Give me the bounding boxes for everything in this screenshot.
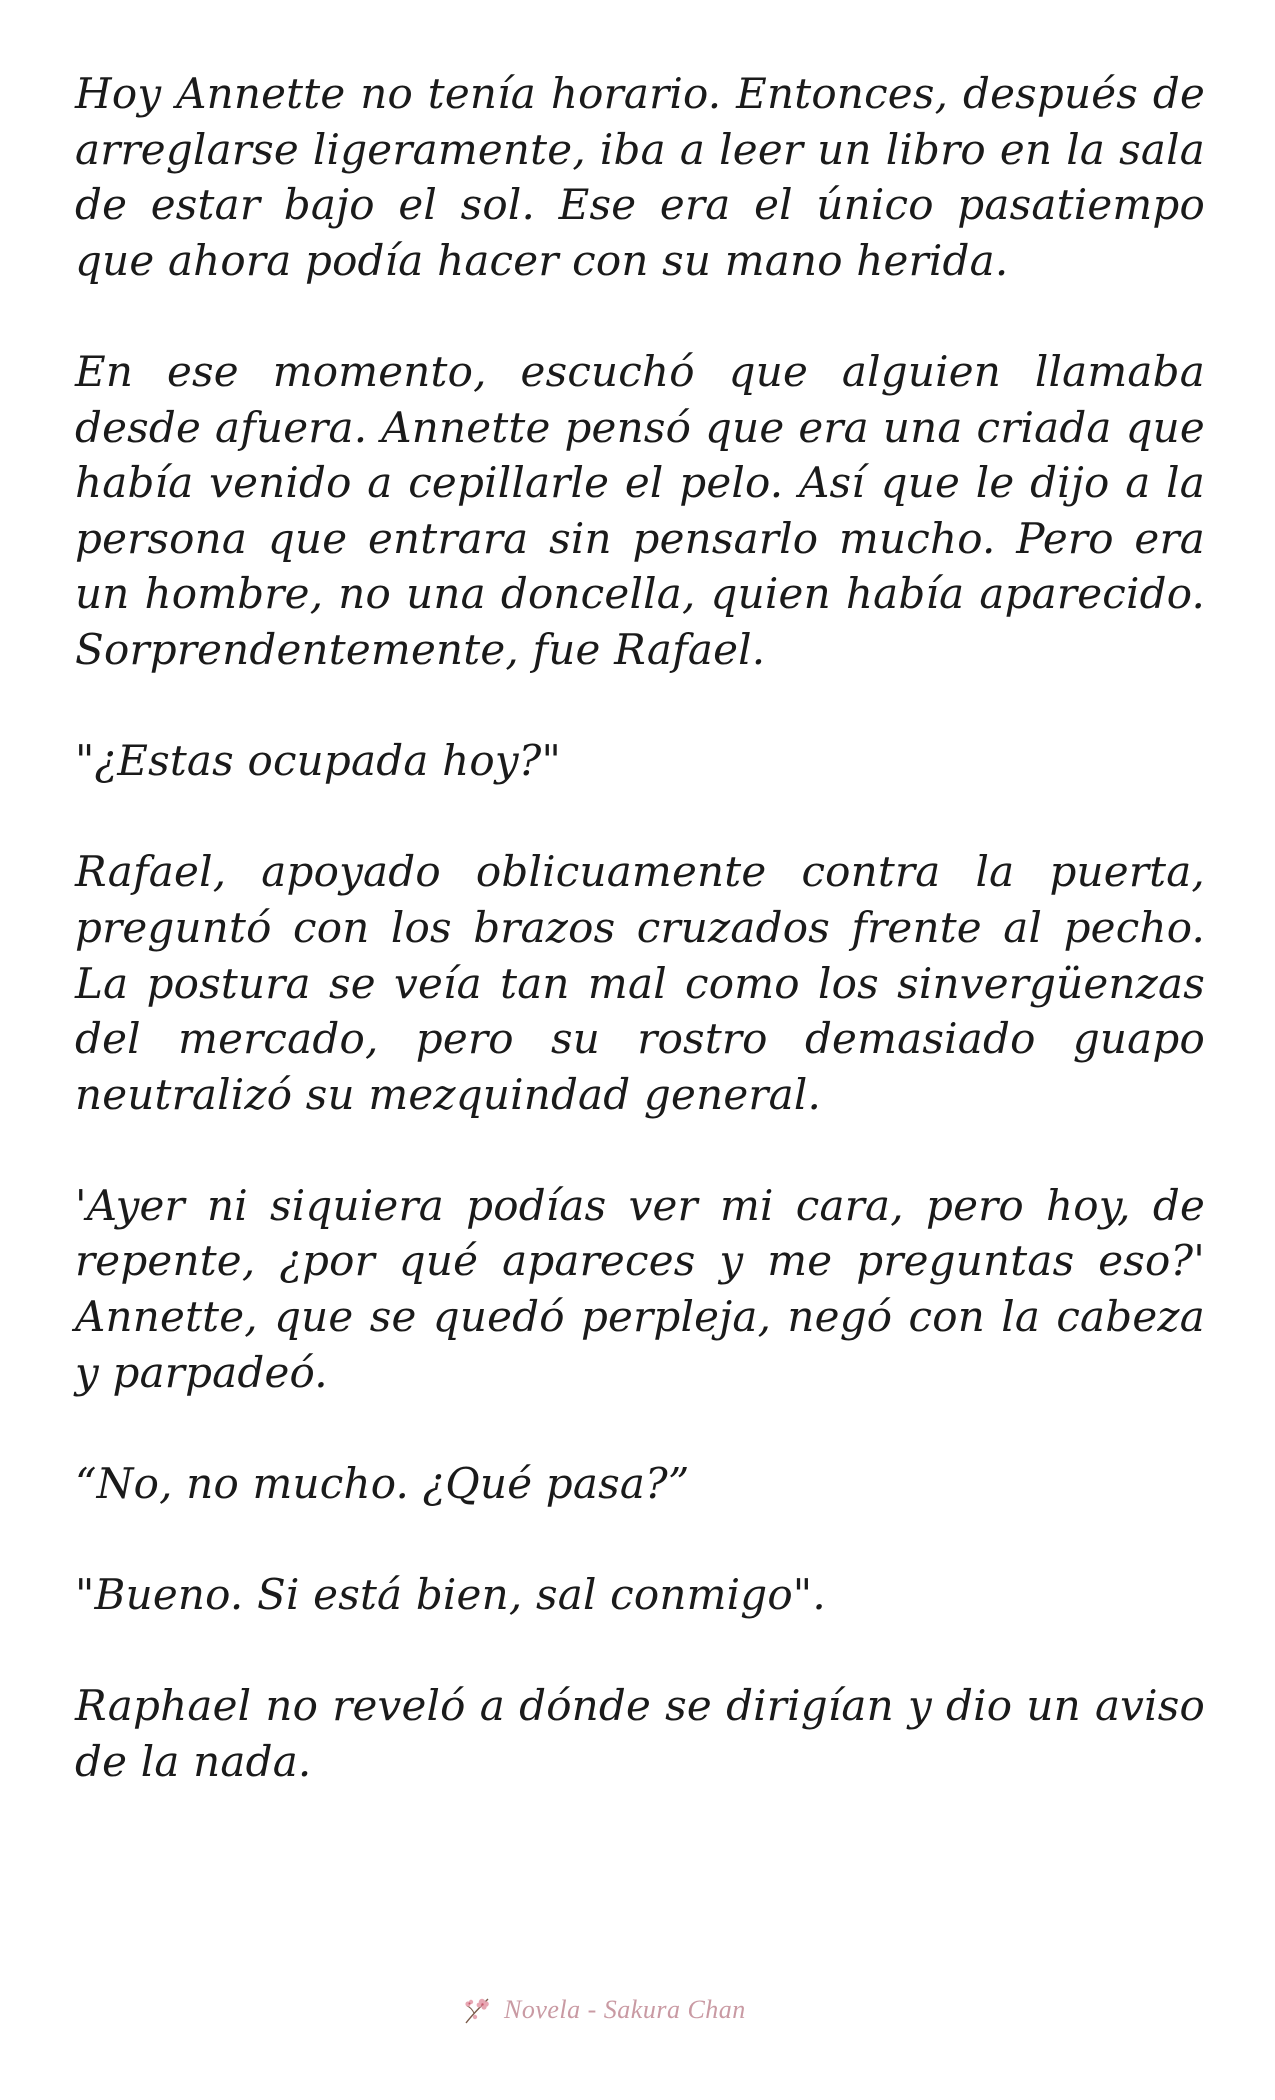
paragraph-4: Rafael, apoyado oblicuamente contra la puerta, preguntó con los brazos cruzados frente al pecho. La postura se veía tan mal como los sinvergüenzas del mercado, pero su rostro demasiado guapo neutralizó su mezquindad general. bbox=[75, 847, 1205, 1119]
watermark bbox=[460, 1988, 746, 2032]
paragraph-8: Raphael no reveló a dónde se dirigían y dio un aviso de la nada. bbox=[75, 1681, 1205, 1786]
story-text bbox=[75, 66, 1205, 1789]
paragraph-2: En ese momento, escuchó que alguien llamaba desde afuera. Annette pensó que era una criada que había venido a cepillarle el pelo. Así que le dijo a la persona que entrara sin pensarlo mucho. Pero era un hombre, no una doncella, quien había aparecido. Sorprendentemente, fue Rafael. bbox=[75, 346, 1205, 674]
sakura-blossom-icon bbox=[460, 1993, 494, 2027]
paragraph-6: “No, no mucho. ¿Qué pasa?” bbox=[75, 1458, 690, 1508]
paragraph-7: "Bueno. Si está bien, sal conmigo". bbox=[75, 1570, 826, 1620]
paragraph-1: Hoy Annette no tenía horario. Entonces, después de arreglarse ligeramente, iba a leer un libro en la sala de estar bajo el sol. Ese era el único pasatiempo que ahora podía hacer con su mano herida. bbox=[75, 69, 1205, 285]
paragraph-5: 'Ayer ni siquiera podías ver mi cara, pero hoy, de repente, ¿por qué apareces y me preguntas eso?' Annette, que se quedó perpleja, negó con la cabeza y parpadeó. bbox=[75, 1180, 1205, 1397]
paragraph-3: "¿Estas ocupada hoy?" bbox=[75, 736, 562, 786]
watermark-text: Novela - Sakura Chan bbox=[504, 1995, 746, 2024]
